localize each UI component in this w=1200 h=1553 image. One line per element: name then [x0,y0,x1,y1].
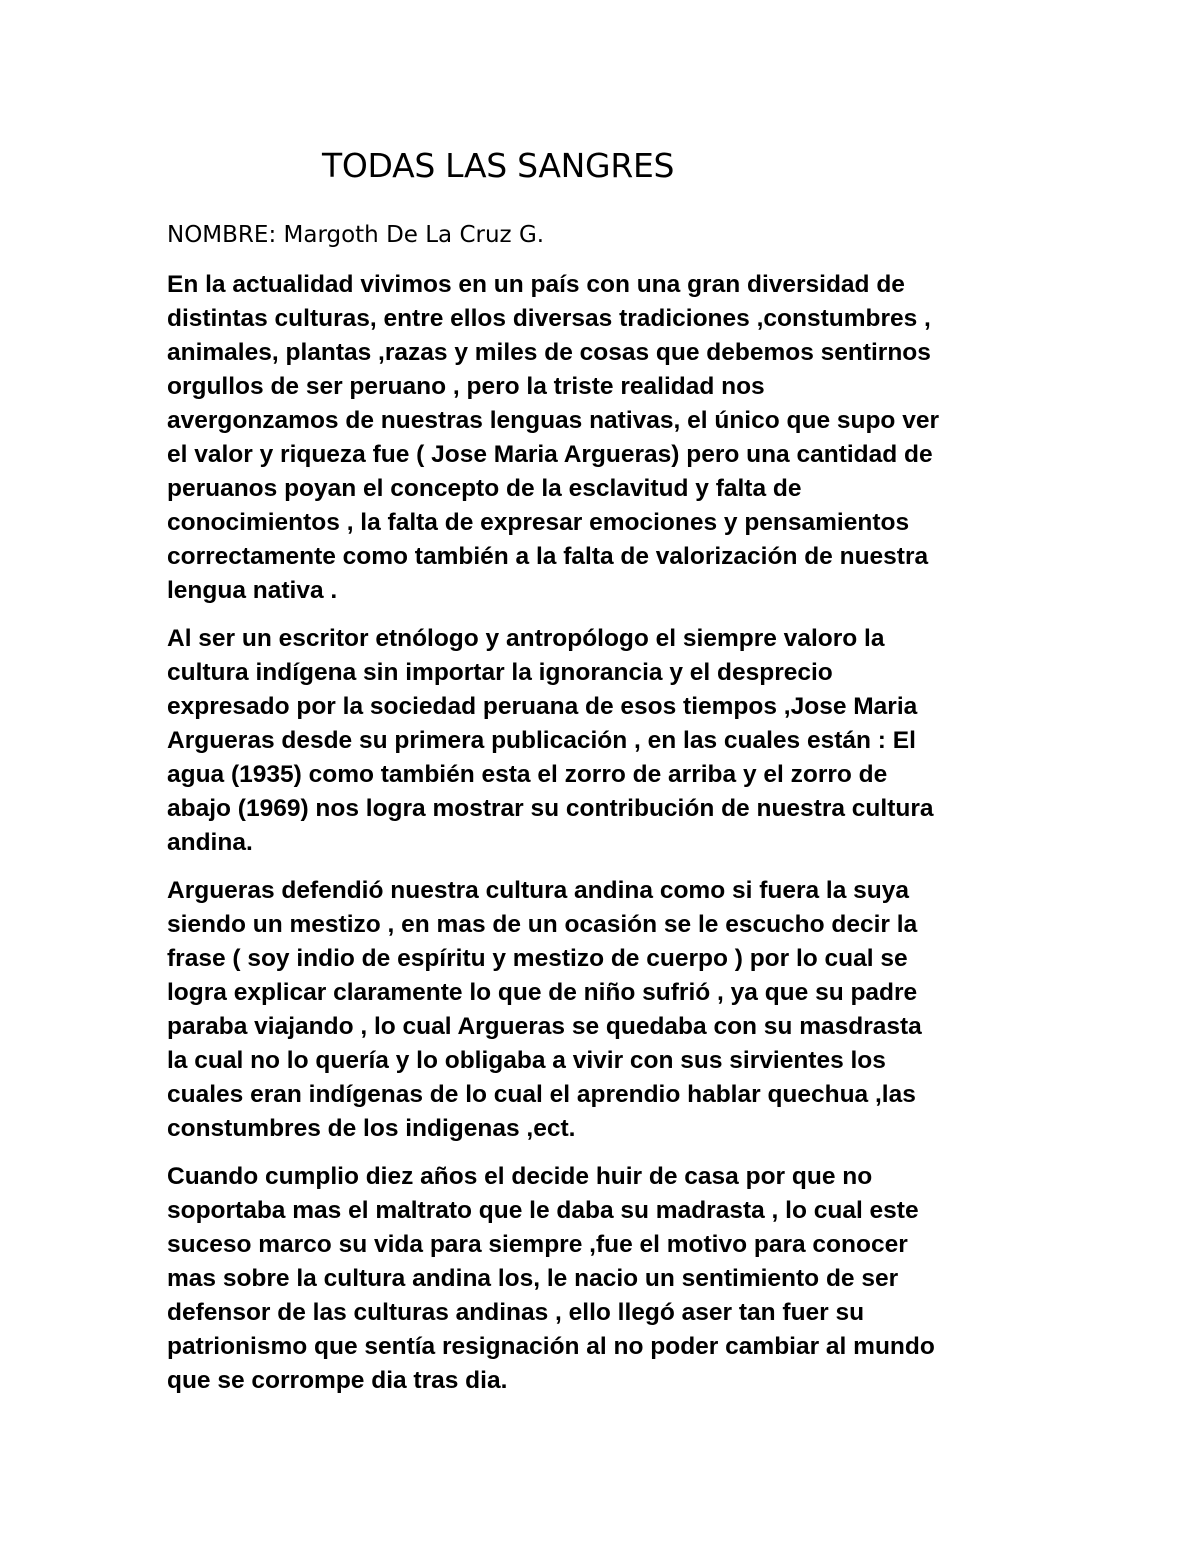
paragraph-4: Cuando cumplio diez años el decide huir de casa por que no soportaba mas el maltrato que le daba su madrasta , lo cual este suceso marco su vida para siempre ,fue el motivo para conocer mas sobre la cultura andina los, le nacio un sentimiento de ser defensor de las culturas andinas , ello llegó aser tan fuer su patrionismo que sentía resignación al no poder cambiar al mundo que se corrompe dia tras dia. [167,1163,935,1394]
paragraph-2: Al ser un escritor etnólogo y antropólogo el siempre valoro la cultura indígena sin importar la ignorancia y el desprecio expresado por la sociedad peruana de esos tiempos ,Jose Maria Argueras desde su primera publicación , en las cuales están : El agua (1935) como también esta el zorro de arriba y el zorro de abajo (1969) nos logra mostrar su contribución de nuestra cultura andina. [167,625,934,856]
essay-body [167,268,1047,1412]
paragraph-3: Argueras defendió nuestra cultura andina como si fuera la suya siendo un mestizo , en mas de un ocasión se le escucho decir la frase ( soy indio de espíritu y mestizo de cuerpo ) por lo cual se logra explicar claramente lo que de niño sufrió , ya que su padre paraba viajando , lo cual Argueras se quedaba con su masdrasta la cual no lo quería y lo obligaba a vivir con sus sirvientes los cuales eran indígenas de lo cual el aprendio hablar quechua ,las constumbres de los indigenas ,ect. [167,877,922,1142]
paragraph-1: En la actualidad vivimos en un país con una gran diversidad de distintas culturas, entre ellos diversas tradiciones ,constumbres , animales, plantas ,razas y miles de cosas que debemos sentirnos orgullos de ser peruano , pero la triste realidad nos avergonzamos de nuestras lenguas nativas, el único que supo ver el valor y riqueza fue ( Jose Maria Argueras) pero una cantidad de peruanos poyan el concepto de la esclavitud y falta de conocimientos , la falta de expresar emociones y pensamientos correctamente como también a la falta de valorización de nuestra lengua nativa . [167,271,939,604]
document-title: TODAS LAS SANGRES [322,146,675,185]
author-name-line: NOMBRE: Margoth De La Cruz G. [167,222,545,248]
